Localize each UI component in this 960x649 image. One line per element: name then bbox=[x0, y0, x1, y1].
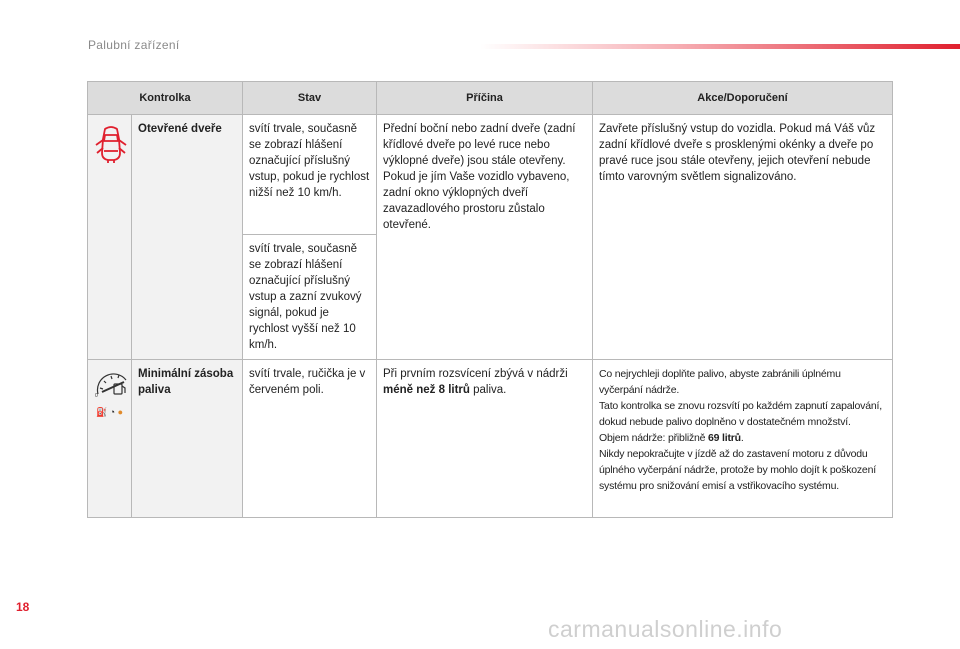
icon-cell bbox=[88, 115, 132, 360]
open-door-car-icon bbox=[94, 123, 128, 170]
state-cell: svítí trvale, současně se zobrazí hlášení označující příslušný vstup a zazní zvukový signál, pokud je rychlost vyšší než 10 km/h. bbox=[243, 235, 377, 360]
fuel-gauge-icon bbox=[94, 368, 130, 403]
column-header-pricina: Příčina bbox=[377, 82, 593, 115]
page-section-title: Palubní zařízení bbox=[88, 38, 180, 52]
column-header-kontrolka: Kontrolka bbox=[88, 82, 243, 115]
action-line: Nikdy nepokračujte v jízdě až do zastavení motoru z důvodu úplného vyčerpání nádrže, protože by mohlo dojít k poškození systému pro snižování emisí a vstřikovacího systému. bbox=[599, 448, 876, 492]
action-cell bbox=[593, 360, 893, 518]
column-header-akce: Akce/Doporučení bbox=[593, 82, 893, 115]
table-header-row bbox=[88, 82, 893, 115]
cause-cell: Při prvním rozsvícení zbývá v nádrži méně než 8 litrů paliva. bbox=[377, 360, 593, 518]
table-row bbox=[88, 360, 893, 518]
table-row bbox=[88, 115, 893, 235]
fuel-indicator-dots: ⛽ ◔ ● bbox=[95, 407, 124, 417]
action-line: Objem nádrže: přibližně 69 litrů. bbox=[599, 432, 744, 444]
state-cell: svítí trvale, současně se zobrazí hlášení označující příslušný vstup, pokud je rychlost nižší než 10 km/h. bbox=[243, 115, 377, 235]
header-accent-bar bbox=[480, 44, 960, 49]
column-header-stav: Stav bbox=[243, 82, 377, 115]
icon-cell bbox=[88, 360, 132, 518]
action-cell: Zavřete příslušný vstup do vozidla. Pokud má Váš vůz zadní křídlové dveře s prosklenými okénky a dveře po pravé ruce jsou stále otevřeny, jejich otevření nebude tímto varovným světlem signalizováno. bbox=[593, 115, 893, 360]
svg-text:0: 0 bbox=[95, 393, 98, 398]
cause-cell: Přední boční nebo zadní dveře (zadní křídlové dveře po levé ruce nebo výklopné dveře) jsou stále otevřeny. Pokud je jím Vaše vozidlo vybaveno, zadní okno výklopných dveří zavazadlového prostoru zůstalo otevřené. bbox=[377, 115, 593, 360]
warning-lights-table bbox=[87, 81, 893, 518]
page-number: 18 bbox=[16, 600, 30, 614]
warning-name: Minimální zásoba paliva bbox=[132, 360, 243, 518]
action-line: Tato kontrolka se znovu rozsvítí po každém zapnutí zapalování, dokud nebude palivo doplněno v dostatečném množství. bbox=[599, 400, 882, 428]
watermark: carmanualsonline.info bbox=[548, 616, 783, 642]
state-cell: svítí trvale, ručička je v červeném poli. bbox=[243, 360, 377, 518]
warning-name: Otevřené dveře bbox=[132, 115, 243, 360]
action-line: Co nejrychleji doplňte palivo, abyste zabránili úplnému vyčerpání nádrže. bbox=[599, 368, 841, 396]
